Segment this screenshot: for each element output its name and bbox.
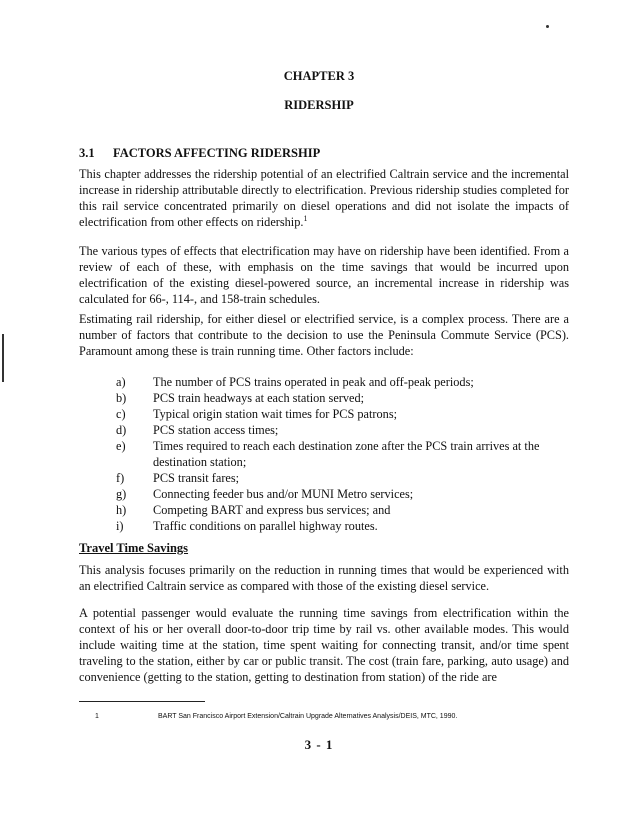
list-item — [116, 390, 546, 406]
footnote-text: BART San Francisco Airport Extension/Caltrain Upgrade Alternatives Analysis/DEIS, MTC, 1990. — [158, 713, 458, 720]
margin-change-bar — [2, 334, 4, 382]
list-marker: a) — [116, 375, 126, 389]
section-number: 3.1 — [79, 146, 95, 160]
list-marker: c) — [116, 407, 126, 421]
chapter-heading: CHAPTER 3 — [283, 69, 355, 83]
paragraph-intro — [79, 166, 569, 230]
paragraph-analysis: This analysis focuses primarily on the reduction in running times that would be experienced with an electrified Caltrain service as compared with those of the existing diesel service. — [79, 563, 569, 593]
list-text: PCS train headways at each station served; — [153, 391, 365, 405]
factors-list — [116, 374, 546, 534]
list-marker: f) — [116, 471, 125, 485]
list-marker: b) — [116, 391, 127, 405]
list-marker: h) — [116, 503, 127, 517]
list-item — [116, 486, 546, 502]
section-title: FACTORS AFFECTING RIDERSHIP — [113, 146, 321, 160]
list-marker: g) — [116, 487, 127, 501]
list-marker: i) — [116, 519, 124, 533]
list-text: Competing BART and express bus services; and — [153, 503, 391, 517]
list-item — [116, 470, 546, 486]
list-text: Typical origin station wait times for PCS patrons; — [153, 407, 398, 421]
paragraph-estimating: Estimating rail ridership, for either diesel or electrified service, is a complex process. There are a number of factors that contribute to the decision to use the Peninsula Commute Service (PCS). Paramount among these is train running time. Other factors include: — [79, 312, 569, 358]
list-text: Connecting feeder bus and/or MUNI Metro services; — [153, 487, 414, 501]
list-text: Times required to reach each destination zone after the PCS train arrives at the destination station; — [153, 439, 540, 469]
section-heading — [79, 146, 320, 161]
list-text: Traffic conditions on parallel highway routes. — [153, 519, 378, 533]
list-text: PCS station access times; — [153, 423, 279, 437]
list-text: The number of PCS trains operated in peak and off-peak periods; — [153, 375, 474, 389]
page-number: 3 - 1 — [304, 737, 334, 752]
list-item — [116, 406, 546, 422]
footnote-reference: 1 — [303, 213, 308, 223]
list-item — [116, 502, 546, 518]
paragraph-passenger: A potential passenger would evaluate the running time savings from electrification within the context of his or her overall door-to-door trip time by rail vs. other available modes. This would include waiting time at the station, time spent waiting for connecting transit, and/or time spent traveling to the station, either by car or public transit. The cost (train fare, parking, auto usage) and convenience (getting to the station, getting to destination from station) of the ride are — [79, 606, 569, 684]
list-item — [116, 438, 546, 470]
list-item — [116, 518, 546, 534]
list-marker: e) — [116, 439, 126, 453]
list-marker: d) — [116, 423, 127, 437]
footnote-marker: 1 — [95, 713, 99, 720]
subheading-travel-time: Travel Time Savings — [79, 541, 189, 555]
list-item — [116, 374, 546, 390]
list-text: PCS transit fares; — [153, 471, 240, 485]
paragraph-effects: The various types of effects that electrification may have on ridership have been identified. From a review of each of these, with emphasis on the time savings that would be incurred upon electrification of the existing diesel-powered source, an incremental increase in ridership was calculated for 66-, 114-, and 158-train schedules. — [79, 244, 569, 306]
scan-artifact-dot — [546, 25, 549, 28]
paragraph-text: This chapter addresses the ridership potential of an electrified Caltrain service and the incremental increase in ridership attributable directly to electrification. Previous ridership studies completed for this rail service concentrated primarily on diesel operations and did not isolate the impacts of electrification from other effects on ridership. — [79, 167, 569, 229]
chapter-title: RIDERSHIP — [284, 98, 354, 112]
footnote-divider — [79, 701, 205, 702]
list-item — [116, 422, 546, 438]
